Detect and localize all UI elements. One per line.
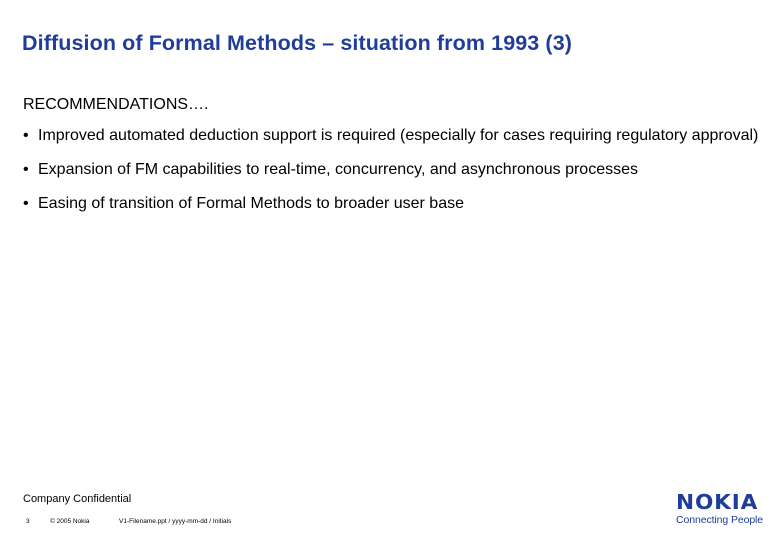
copyright-notice: © 2005 Nokia [50, 518, 90, 525]
bullet-text: Improved automated deduction support is required (especially for cases requiring regulatory approval) [38, 127, 759, 144]
confidentiality-label: Company Confidential [23, 493, 132, 505]
bullet-item [23, 159, 763, 181]
bullet-item [23, 193, 763, 215]
page-number: 3 [26, 518, 30, 525]
section-heading: RECOMMENDATIONS…. [23, 96, 209, 113]
bullet-text: Expansion of FM capabilities to real-time, concurrency, and asynchronous processes [38, 161, 638, 178]
slide-title: Diffusion of Formal Methods – situation from 1993 (3) [22, 31, 573, 55]
nokia-logo [676, 492, 770, 526]
brand-tagline: Connecting People [676, 514, 764, 526]
bullet-icon: • [23, 161, 29, 178]
bullet-item [23, 125, 763, 147]
bullet-icon: • [23, 127, 29, 144]
file-info: V1-Filename.ppt / yyyy-mm-dd / Initials [119, 518, 232, 525]
brand-wordmark: NOKIA [676, 490, 759, 514]
bullet-text: Easing of transition of Formal Methods to broader user base [38, 195, 464, 212]
bullet-icon: • [23, 195, 29, 212]
bullet-list [23, 125, 763, 227]
